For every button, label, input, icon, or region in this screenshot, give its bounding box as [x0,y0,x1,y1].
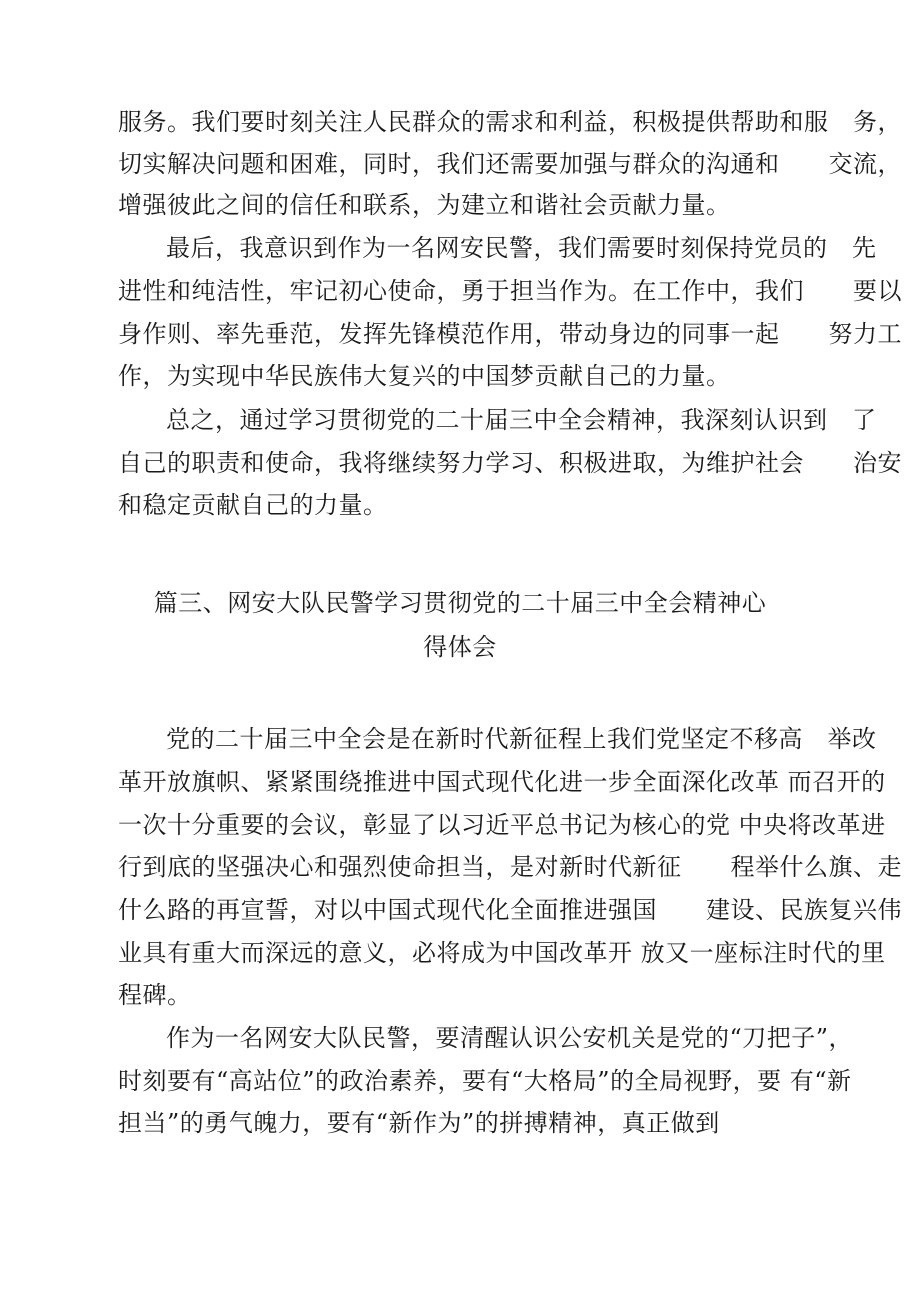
paragraph-line: 党的二十届三中全会是在新时代新征程上我们党坚定不移高 举改 [166,725,877,753]
paragraph-line: 业具有重大而深远的意义，必将成为中国改革开 放又一座标注时代的里 [118,939,886,967]
paragraph-line: 作，为实现中华民族伟大复兴的中国梦贡献自己的力量。 [118,362,731,390]
paragraph-line: 什么路的再宣誓，对以中国式现代化全面推进强国 建设、民族复兴伟 [118,896,902,924]
paragraph-line: 进性和纯洁性，牢记初心使命，勇于担当作为。在工作中，我们 要以 [118,277,902,305]
section-heading: 篇三、网安大队民警学习贯彻党的二十届三中全会精神心 [153,589,767,617]
paragraph-line: 作为一名网安大队民警，要清醒认识公安机关是党的“刀把子”， [166,1024,854,1052]
paragraph-line: 身作则、率先垂范，发挥先锋模范作用，带动身边的同事一起 努力工 [118,320,902,348]
paragraph-line: 担当”的勇气魄力，要有“新作为”的拼搏精神，真正做到 [118,1109,720,1137]
paragraph-line: 总之，通过学习贯彻党的二十届三中全会精神，我深刻认识到 了 [166,406,877,434]
paragraph-line: 服务。我们要时刻关注人民群众的需求和利益，积极提供帮助和服 务， [118,108,902,136]
paragraph-line: 最后，我意识到作为一名网安民警，我们需要时刻保持党员的 先 [166,234,877,262]
paragraph-line: 切实解决问题和困难，同时，我们还需要加强与群众的沟通和 交流， [118,150,902,178]
paragraph-line: 行到底的坚强决心和强烈使命担当，是对新时代新征 程举什么旗、走 [118,853,902,881]
paragraph-line: 自己的职责和使命，我将继续努力学习、积极进取，为维护社会 治安 [118,449,902,477]
paragraph-line: 革开放旗帜、紧紧围绕推进中国式现代化进一步全面深化改革 而召开的 [118,768,886,796]
paragraph-line: 增强彼此之间的信任和联系，为建立和谐社会贡献力量。 [118,191,731,219]
paragraph-line: 程碑。 [118,981,192,1009]
paragraph-line: 一次十分重要的会议，彰显了以习近平总书记为核心的党 中央将改革进 [118,811,886,839]
paragraph-line: 和稳定贡献自己的力量。 [118,491,388,519]
paragraph-line: 时刻要有“高站位”的政治素养，要有“大格局”的全局视野，要 有“新 [118,1067,852,1095]
section-heading: 得体会 [423,633,497,661]
